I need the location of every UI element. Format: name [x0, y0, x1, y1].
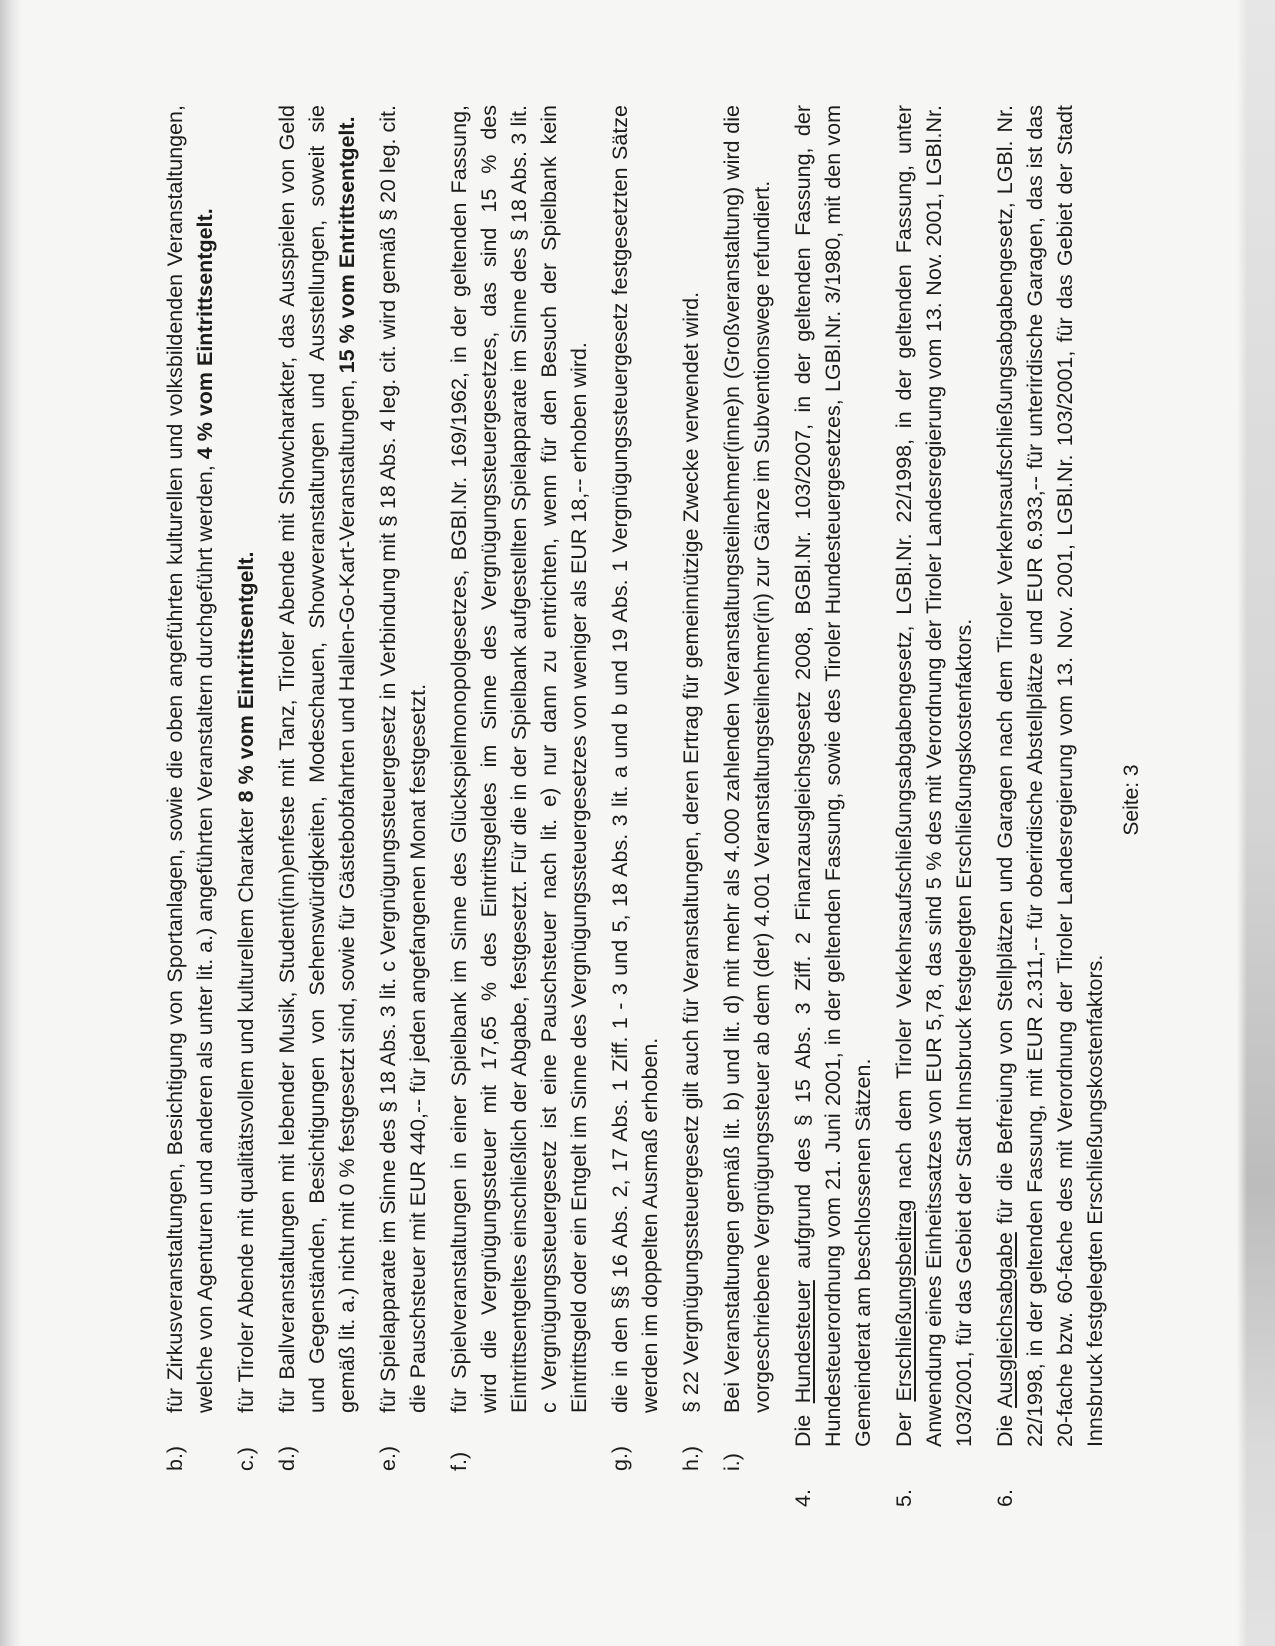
- list-label: b.): [163, 1445, 187, 1471]
- list-label: f.): [447, 1451, 471, 1471]
- list-text: für Spielapparate im Sinne des § 18 Abs. 3 lit. c Vergnügungssteuergesetz in Verbindung mit § 18 Abs. 4 leg. cit. wird gemäß § 20 leg. cit. die Pauschsteuer mit EUR 440,-- für jeden angefangenen Monat festgesetzt.: [376, 105, 430, 1413]
- rotated-document-body: [120, 60, 1200, 1540]
- list-item-d: [272, 105, 362, 1471]
- list-label: d.): [275, 1445, 299, 1471]
- list-label: i.): [720, 1453, 744, 1471]
- list-label: g.): [608, 1445, 632, 1471]
- list-text: für Tiroler Abende mit qualitätsvollem und kulturellem Charakter 8 % vom Eintrittsentgelt.: [234, 551, 258, 1413]
- numbered-text: Die Hundesteuer aufgrund des § 15 Abs. 3 Ziff. 2 Finanzausgleichsgesetz 2008, BGBl.Nr. 103/2007, in der geltenden Fassung, der Hundesteuerordnung vom 21. Juni 2001, in der geltenden Fassung, sowie des Tiroler Hundesteuergesetzes, LGBl.Nr. 3/1980, mit den vom Gemeinderat am beschlossenen Sätzen.: [791, 104, 875, 1447]
- numbered-text: Die Ausgleichsabgabe für die Befreiung von Stellplätzen und Garagen nach dem Tiroler Verkehrsaufschließungsabgabengesetz, LGBl. Nr. 22/1998, in der geltenden Fassung, mit EUR 2.311,-- für oberirdische Abstellplätze und EUR 6.933,-- für unterirdische Garagen, das ist das 20-fache bzw. 60-fache des mit Verordnung der Tiroler Landesregierung vom 13. Nov. 2001, LGBl.Nr. 103/2001, für das Gebiet der Stadt Innsbruck festgelegten Erschließungskostenfaktors.: [993, 105, 1107, 1447]
- list-item-h: [676, 105, 706, 1471]
- tax-name: Hundesteuer: [791, 1280, 815, 1404]
- number-label: 4.: [791, 1489, 815, 1507]
- scan-edge-right: [1237, 0, 1275, 1646]
- list-item-c: [231, 105, 261, 1471]
- numbered-text: Der Erschließungsbeitrag nach dem Tiroler Verkehrsaufschließungsabgabengesetz, LGBl.Nr. 22/1998, in der geltenden Fassung, unter Anwendung eines Einheitssatzes von EUR 5,78, das sind 5 % des mit Verordnung der Tiroler Landesregierung vom 13. Nov. 2001, LGBl.Nr. 103/2001, für das Gebiet der Stadt Innsbruck festgelegten Erschließungskostenfaktors.: [892, 105, 976, 1447]
- list-label: h.): [679, 1445, 703, 1471]
- page-number: Seite: 3: [1120, 764, 1143, 836]
- list-item-g: [605, 105, 665, 1471]
- rate-bold: 4 % vom Eintrittsentgelt: [193, 214, 217, 460]
- list-text: Bei Veranstaltungen gemäß lit. b) und lit. d) mit mehr als 4.000 zahlenden Veranstaltungsteilnehmer(inne)n (Großveranstaltung) wird die vorgeschriebene Vergnügungssteuer ab dem (der) 4.001 Veranstaltungsteilnehmer(in) zur Gänze im Subventionswege refundiert.: [720, 105, 774, 1413]
- list-text: für Ballveranstaltungen mit lebender Musik, Student(inn)enfeste mit Tanz, Tiroler Abende mit Showcharakter, das Ausspielen von Geld und Gegenständen, Besichtigungen von Sehenswürdigkeiten, Modeschauen, Showveranstaltungen und Ausstellungen, soweit sie gemäß lit. a.) nicht mit 0 % festgesetzt sind, sowie für Gästebobfahrten und Hallen-Go-Kart-Veranstaltungen, 15 % vom Entrittsentgelt.: [275, 105, 359, 1413]
- list-label: e.): [376, 1445, 400, 1471]
- number-label: 6.: [993, 1489, 1017, 1507]
- scan-edge-left: [0, 0, 22, 1646]
- tax-name: Erschließungsbeitrag: [892, 1199, 916, 1402]
- list-item-f: [444, 105, 594, 1471]
- rate-bold: 8 % vom Eintrittsentgelt: [234, 557, 258, 803]
- numbered-item-6: [990, 105, 1110, 1505]
- list-text: die in den §§ 16 Abs. 2, 17 Abs. 1 Ziff. 1 - 3 und 5, 18 Abs. 3 lit. a und b und 19 Abs. 1 Vergnügungssteuergesetz festgesetzten Sätze werden im doppelten Ausmaß erhoben.: [608, 105, 662, 1413]
- list-text: für Zirkusveranstaltungen, Besichtigung von Sportanlagen, sowie die oben angeführten kulturellen und volksbildenden Veranstaltungen, welche von Agenturen und anderen als unter lit. a.) angeführten Veranstaltern durchgeführt werden, 4 % vom Eintrittsentgelt.: [163, 105, 217, 1413]
- list-item-b: [160, 105, 220, 1471]
- list-label: c.): [234, 1447, 258, 1471]
- numbered-item-4: [788, 105, 878, 1505]
- number-label: 5.: [892, 1489, 916, 1507]
- numbered-item-5: [889, 105, 979, 1505]
- list-item-e: [373, 105, 433, 1471]
- document-content: [160, 105, 1121, 1505]
- rate-bold: 15 % vom Entrittsentgelt: [335, 122, 359, 374]
- list-text: für Spielveranstaltungen in einer Spielbank im Sinne des Glückspielmonopolgesetzes, BGBl.Nr. 169/1962, in der geltenden Fassung, wird die Vergnügungssteuer mit 17,65 % des Eintrittsgeldes im Sinne des Vergnügungssteuergesetzes, das sind 15 % des Eintrittsentgeltes einschließlich der Abgabe, festgesetzt. Für die in der Spielbank aufgestellten Spielapparate im Sinne des § 18 Abs. 3 lit. c Vergnügungssteuergesetz ist eine Pauschsteuer nach lit. e) nur dann zu entrichten, wenn für den Besuch der Spielbank kein Eintrittsgeld oder ein Entgelt im Sinne des Vergnügungssteuergesetzes von weniger als EUR 18,-- erhoben wird.: [447, 105, 591, 1413]
- list-text: § 22 Vergnügungssteuergesetz gilt auch für Veranstaltungen, deren Ertrag für gemeinnützige Zwecke verwendet wird.: [679, 291, 703, 1413]
- tax-name: Ausgleichsabgabe: [993, 1232, 1017, 1408]
- list-item-i: [717, 105, 777, 1471]
